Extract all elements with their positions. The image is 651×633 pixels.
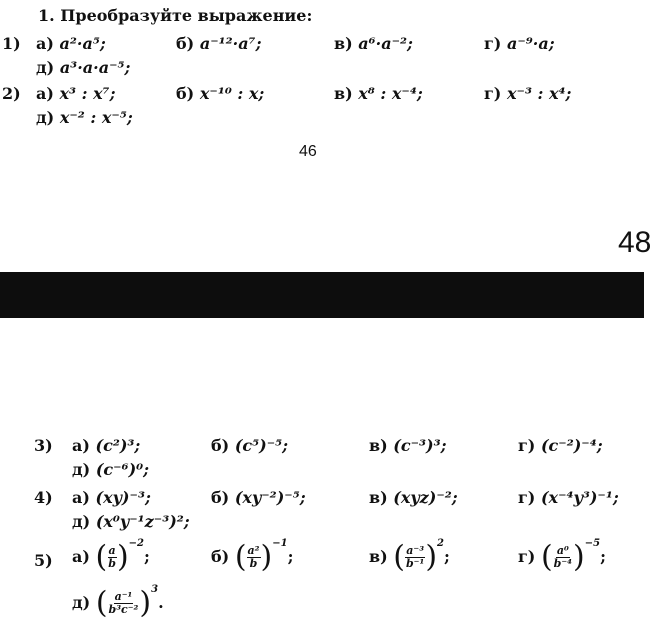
- terminator: .: [158, 593, 164, 612]
- cut-page-number: 48: [618, 226, 651, 259]
- item-2d: [36, 108, 133, 127]
- denominator: b: [249, 557, 258, 570]
- item-label: г): [518, 547, 536, 566]
- item-5v: в) ( $\frac{\text{a⁻³}}{\text{b⁻¹}}$ )$^2$;: [369, 538, 450, 575]
- item-label: б): [176, 84, 195, 103]
- numerator: a⁻³: [406, 544, 425, 558]
- terminator: ;: [144, 547, 150, 566]
- expression: x⁻¹⁰ : x;: [199, 84, 265, 103]
- page-gap-band: [0, 272, 644, 318]
- fraction: [405, 545, 425, 569]
- item-2b: [176, 84, 264, 103]
- expression: x³ : x⁷;: [59, 84, 116, 103]
- exponent: −2: [128, 538, 144, 549]
- item-label: г): [518, 488, 536, 507]
- item-3d: [72, 460, 149, 479]
- item-label: в): [369, 547, 388, 566]
- item-5a: а) ( $\frac{a}{b}$ )$^{-2}$;: [72, 538, 150, 575]
- task-heading: [38, 6, 312, 25]
- item-label: в): [369, 436, 388, 455]
- terminator: ;: [287, 547, 294, 566]
- item-label: а): [36, 84, 54, 103]
- expression: x⁻³ : x⁴;: [506, 84, 572, 103]
- item-4g: [518, 488, 619, 507]
- item-4v: [369, 488, 458, 507]
- item-5d: д) ( $\frac{\text{a⁻¹}}{\text{b³c⁻²}}$ )$^3$.: [72, 584, 164, 621]
- task-number: 1.: [38, 6, 55, 25]
- item-label: д): [72, 512, 91, 531]
- expression: (c²)³;: [95, 436, 141, 455]
- item-label: в): [334, 84, 353, 103]
- denominator: b: [108, 557, 116, 570]
- item-4d: [72, 512, 190, 531]
- expression: (x⁻⁴y³)⁻¹;: [540, 488, 619, 507]
- item-label: а): [72, 547, 90, 566]
- item-5b: б) ( $\frac{\text{a²}}{b}$ )$^{-1}$;: [211, 538, 294, 575]
- fraction: [108, 591, 140, 615]
- fraction: [553, 545, 573, 569]
- exponent: −1: [272, 538, 288, 549]
- expression: a³·a·a⁻⁵;: [59, 58, 131, 77]
- item-label: г): [484, 34, 502, 53]
- item-2v: [334, 84, 423, 103]
- item-1d: [36, 58, 130, 77]
- item-3b: [211, 436, 288, 455]
- item-4a: [72, 488, 151, 507]
- item-3a: [72, 436, 140, 455]
- fraction: [107, 545, 117, 569]
- expression: (c⁻²)⁻⁴;: [540, 436, 603, 455]
- numerator: a⁰: [556, 544, 569, 558]
- item-label: д): [36, 108, 55, 127]
- task-title: Преобразуйте выражение:: [60, 6, 313, 25]
- numerator: a: [108, 544, 116, 558]
- item-1b: [176, 34, 262, 53]
- expression: (c⁵)⁻⁵;: [234, 436, 289, 455]
- expression: (xy⁻²)⁻⁵;: [234, 488, 306, 507]
- item-label: в): [334, 34, 353, 53]
- item-1g: [484, 34, 555, 53]
- denominator: b³c⁻²: [108, 603, 139, 616]
- item-1v: [334, 34, 413, 53]
- item-2a: [36, 84, 116, 103]
- item-label: д): [72, 460, 91, 479]
- denominator: b⁻⁴: [553, 557, 572, 570]
- item-3v: [369, 436, 447, 455]
- item-label: г): [518, 436, 536, 455]
- expression: a⁻¹²·a⁷;: [199, 34, 262, 53]
- group-3-label: 3): [34, 436, 53, 455]
- item-label: б): [211, 547, 230, 566]
- expression: x⁸ : x⁻⁴;: [358, 84, 423, 103]
- expression: a⁶·a⁻²;: [358, 34, 413, 53]
- item-label: а): [36, 34, 54, 53]
- item-label: д): [72, 593, 91, 612]
- expression: a²·a⁵;: [59, 34, 106, 53]
- denominator: b⁻¹: [405, 557, 425, 570]
- page-number: 46: [299, 143, 317, 160]
- item-1a: [36, 34, 106, 53]
- item-5g: г) ( $\frac{\text{a⁰}}{\text{b⁻⁴}}$ )$^{-5}$;: [518, 538, 606, 575]
- item-label: б): [211, 436, 230, 455]
- group-2-label: 2): [2, 84, 21, 103]
- fraction: [247, 545, 261, 569]
- numerator: a²: [247, 544, 260, 558]
- expression: (x⁰y⁻¹z⁻³)²;: [95, 512, 190, 531]
- item-3g: [518, 436, 603, 455]
- item-label: д): [36, 58, 55, 77]
- item-label: в): [369, 488, 388, 507]
- numerator: a⁻¹: [114, 590, 133, 604]
- exponent: −5: [584, 538, 601, 549]
- expression: x⁻² : x⁻⁵;: [59, 108, 133, 127]
- group-5-label: 5): [34, 551, 53, 570]
- item-label: а): [72, 488, 90, 507]
- item-2g: [484, 84, 571, 103]
- terminator: ;: [600, 547, 606, 566]
- group-4-label: 4): [34, 488, 53, 507]
- item-label: б): [211, 488, 230, 507]
- expression: (xy)⁻³;: [95, 488, 151, 507]
- item-label: а): [72, 436, 90, 455]
- exponent: 3: [151, 584, 159, 595]
- expression: a⁻⁹·a;: [506, 34, 555, 53]
- expression: (c⁻⁶)⁰;: [95, 460, 150, 479]
- item-4b: [211, 488, 306, 507]
- terminator: ;: [444, 547, 450, 566]
- exponent: 2: [437, 538, 444, 549]
- expression: (xyz)⁻²;: [393, 488, 458, 507]
- group-1-label: 1): [2, 34, 21, 53]
- item-label: г): [484, 84, 502, 103]
- expression: (c⁻³)³;: [393, 436, 447, 455]
- item-label: б): [176, 34, 195, 53]
